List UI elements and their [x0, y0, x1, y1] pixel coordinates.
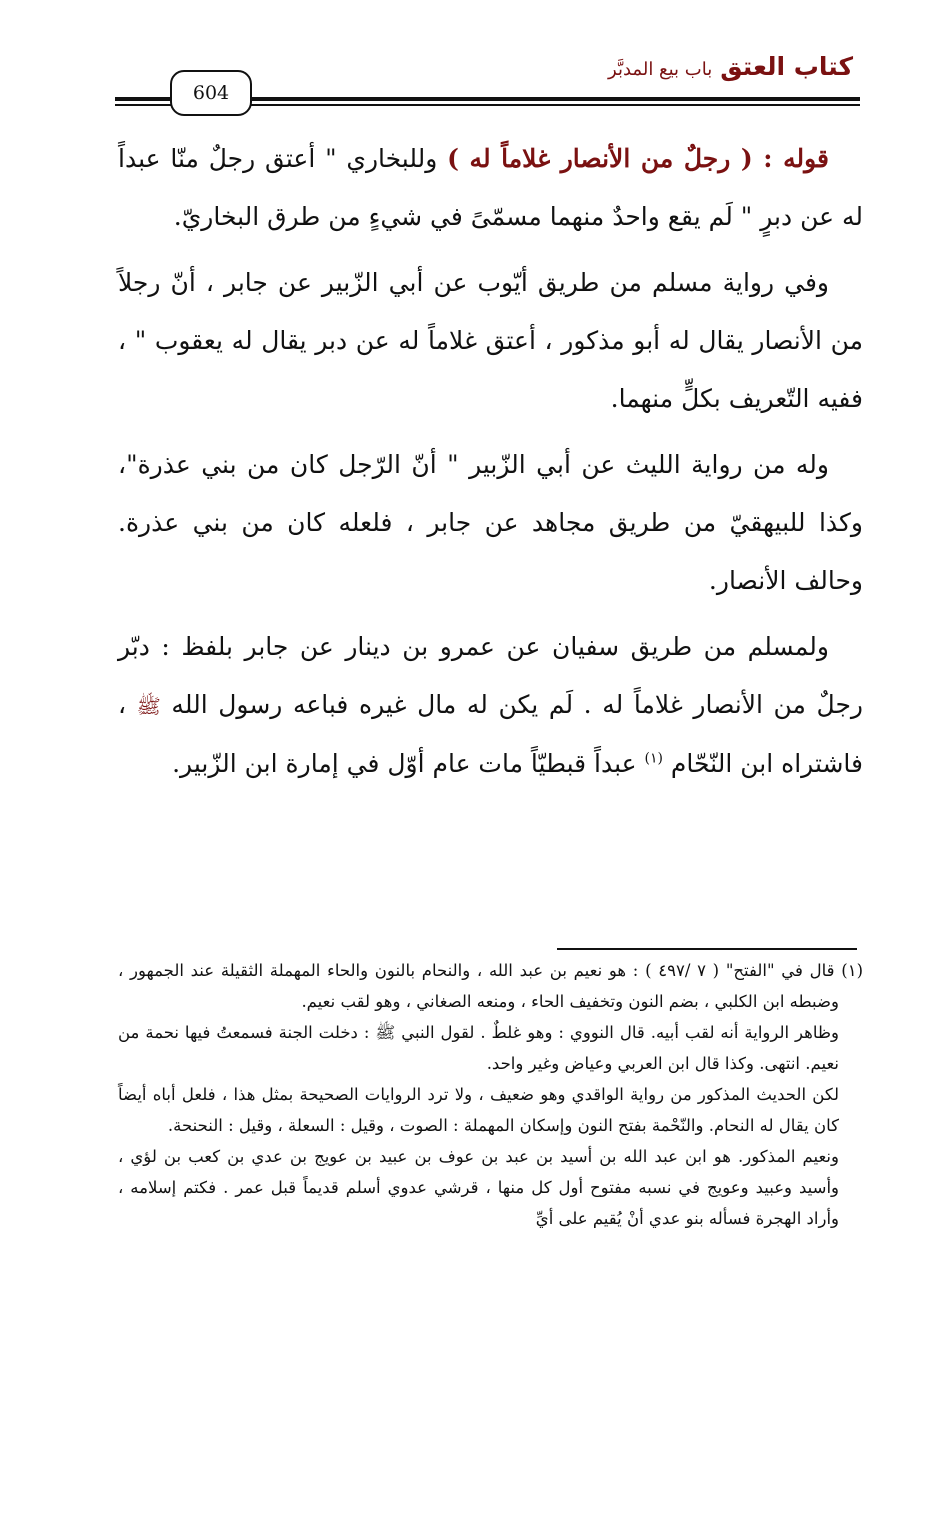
page-number-box [170, 70, 252, 116]
chapter-title: باب بيع المدبَّر [608, 59, 713, 80]
footnote-1: (١) قال في "الفتح" ( ٧ /٤٩٧ ) : هو نعيم بن عبد الله ، والنحام بالنون والحاء المهملة الثقيلة عند الجمهور ، وضبطه ابن الكلبي ، بضم النون وتخفيف الحاء ، ومنعه الصغاني ، وهو لقب نعيم. [118, 961, 864, 1011]
footnote-separator [557, 948, 857, 950]
paragraph-1-text: وللبخاري " أعتق رجلٌ منّا عبداً له عن دبرٍ " لَم يقع واحدٌ منهما مسمّىً في شيءٍ من طرق البخاريّ. [118, 144, 863, 231]
footnote-1-para-3: لكن الحديث المذكور من رواية الواقدي وهو ضعيف ، ولا ترد الروايات الصحيحة بمثل هذا ، فلعل أباه أيضاً كان يقال له النحام. والنّحْمة بفتح النون وإسكان المهملة : الصوت ، وقيل : السعلة ، وقيل : النحنحة. [118, 1085, 839, 1135]
paragraph-4 [118, 618, 863, 793]
paragraph-4-text-a: ولمسلم من طريق سفيان عن عمرو بن دينار عن جابر بلفظ : دبّر رجلٌ من الأنصار غلاماً له . لَم يكن له مال غيره فباعه رسول الله [118, 632, 864, 719]
paragraph-2: وفي رواية مسلم من طريق أيّوب عن أبي الزّبير عن جابر ، أنّ رجلاً من الأنصار يقال له أبو مذكور ، أعتق غلاماً له عن دبر يقال له يعقوب " ، ففيه التّعريف بكلٍّ منهما. [118, 268, 863, 413]
paragraph-1 [118, 130, 863, 246]
book-title: كتاب العتق [720, 52, 853, 81]
footnote-1-para-4: ونعيم المذكور. هو ابن عبد الله بن أسيد بن عبد بن عوف بن عبيد بن عويج بن عدي بن كعب بن لؤي ، وأسيد وعبيد وعويج في نسبه مفتوح أول كل منها ، قرشي عدوي أسلم قديماً قبل عمر . فكتم إسلامه ، وأراد الهجرة فسأله بنو عدي أنْ يُقيم على أيِّ [118, 1147, 839, 1228]
quoted-phrase: قوله : ( رجلٌ من الأنصار غلاماً له ) [447, 144, 829, 173]
footnotes [118, 955, 863, 1234]
paragraph-3: وله من رواية الليث عن أبي الزّبير " أنّ الرّجل كان من بني عذرة"، وكذا للبيهقيّ من طريق مجاهد عن جابر ، فلعله كان من بني عذرة. وحالف الأنصار. [118, 450, 863, 595]
footnote-marker[interactable]: (١) [644, 750, 663, 767]
paragraph-4-text-c: عبداً قبطيّاً مات عام أوّل في إمارة ابن الزّبير. [172, 749, 645, 778]
footnote-1-para-2: وظاهر الرواية أنه لقب أبيه. قال النووي : وهو غلطٌ . لقول النبي ﷺ : دخلت الجنة فسمعتُ فيها نحمة من نعيم. انتهى. وكذا قال ابن العربي وعياض وغير واحد. [118, 1023, 839, 1073]
honorific-glyph: ﷺ [136, 694, 161, 718]
paragraph-4-text-b: ، فاشتراه ابن النّحّام [118, 690, 863, 778]
main-text [118, 130, 863, 801]
running-header [608, 52, 853, 81]
page-number: 604 [192, 82, 230, 104]
